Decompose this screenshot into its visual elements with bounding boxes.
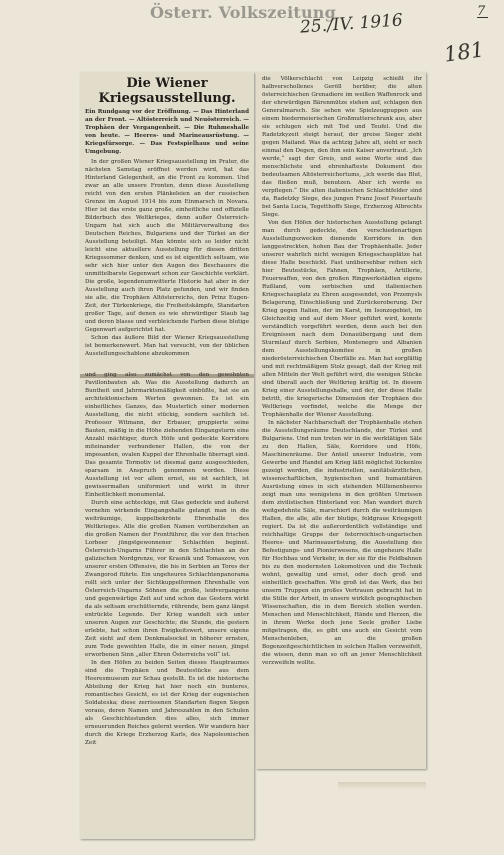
- article-paragraph: und ging also zumächst von den gewohnten Pavillonbauten ab. Was die Ausstellung dadurch an Buntheit und Jahrmarktsmäßigkeit einbüßte, hat sie an architektonischem Werten gewonnen. Es ist ein einheitliches Ganzes, das Musterlich einer modernen Ausstellung, die nicht stückig, sondern sachlich ist. Professor Witmann, der Erbauer, gruppierte seine Bauten, mäßig in die Höhe ziehenden Eingangsturm eine Anzahl mächtiger, durch Höfe und gedeckte Korridore miteinander verbundener Hallen, die von der imposanten, ovalen Kuppel der Ehrenhalle überragt sind. Das gesamte Tormotiv ist diesmal ganz ausgeschieden, sparsam in Anspruch genommen worden. Diese Ausstellung ist vor allem ernst, sie ist sachlich, ist gewissermaßen uniformiert und wirkt in ihrer Einheitlichkeit monumental.: [85, 372, 249, 498]
- article-paragraph: Schon das äußere Bild der Wiener Kriegsausstellung ist bemerkenswert. Man hat versucht, von der üblichen Ausstellungsschablone abzukommen: [85, 335, 249, 357]
- paper-edge-shadow: [338, 782, 426, 790]
- fold-gap: [85, 358, 249, 371]
- page-number: 7: [477, 4, 486, 19]
- article-headline: Die Wiener Kriegsausstellung.: [98, 76, 236, 106]
- article-paragraph: In nächster Nachbarschaft der Trophäenhalle stehen die Ausstellungsräume Deutschlands, der Türkei und Bulgariens. Und nun treten wir in die werktätigen Säle zu den Hallen, Säle, Korridore und Höfe, Maschinenräume. Der Anteil unserer Industrie, vom Gewerbe und Handel am Krieg läßt möglichst lückenlos gezeigt werden, die industriellen, sanitätsärztlichen, wissenschaftlichen, hygienischen und humanitären Ausrüstung eines in sich stehenden Millionenheeres zeigt man uns wenigstens in den größten Umrissen dem zivilistischen Hinterland vor. Man wandert durch weitgedehnte Säle, marschiert durch die weiträumigen Hallen, die alle, alle der blutige, feldgraue Kriegsgott regiert. Da ist die außerordentlich vollständige und reichhaltige Gruppe der österreichisch-ungarischen Heeres- und Marineausrüstung, die Ausstellung des Befestigungs- und Pionierwesens, die ungeheure Halle für Hochbau und Verkehr, in der sie für die Feldbahnen bis zu den modernsten Lokomotiven und die Technik wohnt, gewaltig und ernst, oder doch groß und einheitlich geschaffen. Wie groß ist das Werk, das bei unsern Truppen ein großes Vertrauen gebracht hat in die Stille der Arbeit, in unsere wirklich geographischen Wissenschaften, die in dem Bereich stellen werden. Menschen und Menschlichkeit, Hände und Herzen, die in ihrem Werke doch jene Seele großer Liebe mitgetragen, die, es gibt uns auch ein Gesicht vom Menschenleben, an die großen Bogenzeitgeschichtlichen in solchen Hallen verzweifelt, die wissen, denn man so oft an jener Menschlichkeit verzweifeln wollte.: [262, 420, 422, 666]
- handwritten-date: 25./IV. 1916: [299, 10, 404, 38]
- newspaper-masthead: Österr. Volkszeitung: [150, 3, 337, 22]
- article-subheading: Ein Rundgang vor der Eröffnung. — Das Hinterland an der Front. — Altösterreich und Neuösterreich. — Trophäen der Vergangenheit. — Die Ruhmeshalle von heute. — Heeres- und Marineausrüstung. — Kriegsfürsorge. — Das Festspielhaus und seine Umgebung.: [85, 109, 249, 155]
- article-paragraph: In der großen Wiener Kriegsausstellung im Prater, die nächsten Samstag eröffnet werden wird, hat das Hinterland Gelegenheit, an die Front zu kommen. Und zwar an alle unsere Fronten, denn diese Ausstellung reicht von den ersten Plänkeleien an der russischen Grenze im August 1914 bis zum Einmarsch in Novara. Hier ist das erste ganz große, einheitliche und offizielle Bilderbuch des Weltkrieges, denn außer Österreich-Ungarn hat sich auch die Militärverwaltung des Deutschen Reiches, Bulgariens und der Türkei an der Ausstellung beteiligt. Man könnte sich so leider nicht leicht eine aktuellere Ausstellung für diesen dritten Kriegssommer denken, und es ist eigentlich seltsam, wie sehr sich hier unter den Augen des Beschauers die unmittelbarste Gegenwart schon zur Geschichte verklärt. Die große, legendenumwitterte Historie hat aber in der Ausstellung auch ihren Platz gefunden, und wir finden sie alle, die Trophäen Altösterreichs, den Prinz Eugen-Zeit, der Türkenkriege, die Freiheitskämpfe, Standarten großer Tage, auf denen es wie ehrwürdiger Staub lag und deren blasse und verbleichende Farben diese blutige Gegenwart aufgerichtet hat.: [85, 159, 249, 333]
- article-paragraph: Durch eine achteckige, mit Glas gedeckte und äußerst vornehm wirkende Eingangshalle gelangt man in die weiträumige, kuppelbekrönte Ehrenhalle des Weltkrieges. Alle die großen Namen vorüberziehen an die großen Namen der Frontführer, die vor den frischen Lorbeer jüngstgewonnener Schlachten beginnt. Österreich-Ungarns Führer in den Schlachten an der galizischen Nordgrenze, vor Krasnik und Tomaszow, von unserer ersten Offensive, die bis in Serbien an Tores der Zwangorod führte. Ein ungeheures Schlachtenpanorama rollt sich unter der Sichtkuppelformen Ehrenhalle von Österreich-Ungarns Söhnen die große, leidvergangene und gegenwärtige Zeit auf und schon das Gestern wirkt da als seltsam erschütternde, rührende, bem ganz längst entrückte Legende. Der Krieg wandelt sich unter unseren Augen zur Geschichte; die Stunde, die gestern erlebte, hat schon ihren Ewigkeitswert, unsere eigene Zeit sieht auf dem Denkmalsockel in höherer ernsten, zum Tode geweihten Halle, die in einer neuen, jüngst erworbenen Sinn „aller Ehren Österreichs voll“ ist.: [85, 500, 249, 658]
- article-right-column: [262, 75, 422, 766]
- article-paragraph: In den Höfen zu beiden Seiten dieses Hauptraumes sind die Trophäen und Beutestücke aus dem Heeresmuseum zur Schau gestellt. Es ist die historische Abteilung der Krieg hat hier noch ein bunteres, romantisches Gesicht, es ist der Krieg der eugenischen Soldateska; diese zerrissenen Standarten flogen Siegen voraus, deren Namen und Jahreszahlen in den Schulen als Geschichtsstunden dies alles, sich immer erneuerunden Reiches gelernt werden. Wir wandern hier durch die Kriege Erzherzog Karls, des Napoleonischen Zeit: [85, 660, 249, 746]
- article-paragraph: die Völkerschlacht von Leipzig schießt ihr halbverschollenes Geröll herüber, die alten österreichischen Grenadiere im weißen Waffenrock und der ehrwürdigen Bärenmütze stehen auf, schlagen den Generalmarsch. Sie sehen wie Spielzeugpuppen aus einem biedermeierischen Großmutterschrank aus, aber sie schlugen sich mit Tod und Teufel. Und die Radetzkyzeit steigt herauf, der greise Sieger zieht gegen Mailand. Was da achtzig Jahre alt, sieht er noch einmal den Degen, den ihm sein Kaiser anvertraut. „Ich werde,“ sagt der Greis, und seine Worte sind das menschlichste und ehrenhafteste Dokument des bedeutsamen Altösterreichertums, „ich werde das Blut, das fließen muß, benutzen. Aber ich werde es verpflegen.“ Die alten italienischen Schlachtfelder sind da, Radetzky Siege, des jungen Franz Josef Feuertaufe bei Santa Lucia, Tegetthoffs Siege, Erzherzog Albrechts Siege.: [262, 76, 422, 218]
- newspaper-clipping: [80, 72, 426, 839]
- article-left-column: [85, 75, 249, 836]
- article-paragraph: Von den Höfen der historischen Ausstellung gelangt man durch gedeckte, den verschiedenartigen Ausstellungszwecken dienende Korridore in den langgestreckten, hohen Bau der Trophäenhalle. Jeder unserer wahrlich nicht wenigen Kriegsschauplätze hat diese Halle beschickt. Fast unübersehbar reihen sich hier Beutestücke, Fahnen, Trophäen, Artillerie, Feuerwaffen, von den großen Ringwerkstädten eigens Rußland, vom serbischen und italienischen Kriegsschauplatz zu Ehren ausgesendet, von Przemysls Belagerung, Einschließung und Zurückeroberung. Der Krieg gegen Italien, der im Karst, im Isonzogebiet, im Gleichzeitig und auf dem Meer geführt wird, konnte verständlich vorgeführt werden, denn auch bei den Ereignissen nach dem Donauübergang und dem Sturmlauf durch Serbien, Montenegro und Albanien dem Ausstellungskomitee in großen niederösterreichischen Überfälle zu. Man hat sorgfältig und mit rechtmäßigem Stolz gesagt, daß der Krieg mit allen Mitteln der Welt geführt wird, die wenigen Stücke sind überall auch der Weltkrieg kräftig ist. In diesem Krieg einer Ausstellungshalle, und der, der diese Halle betritt, die kriegerische Dimension der Trophäen des Weltkriegs vorfindet, welche die Menge der Trophäenhalle der Wiener Ausstellung.: [262, 220, 422, 418]
- archive-number: 181: [442, 37, 486, 67]
